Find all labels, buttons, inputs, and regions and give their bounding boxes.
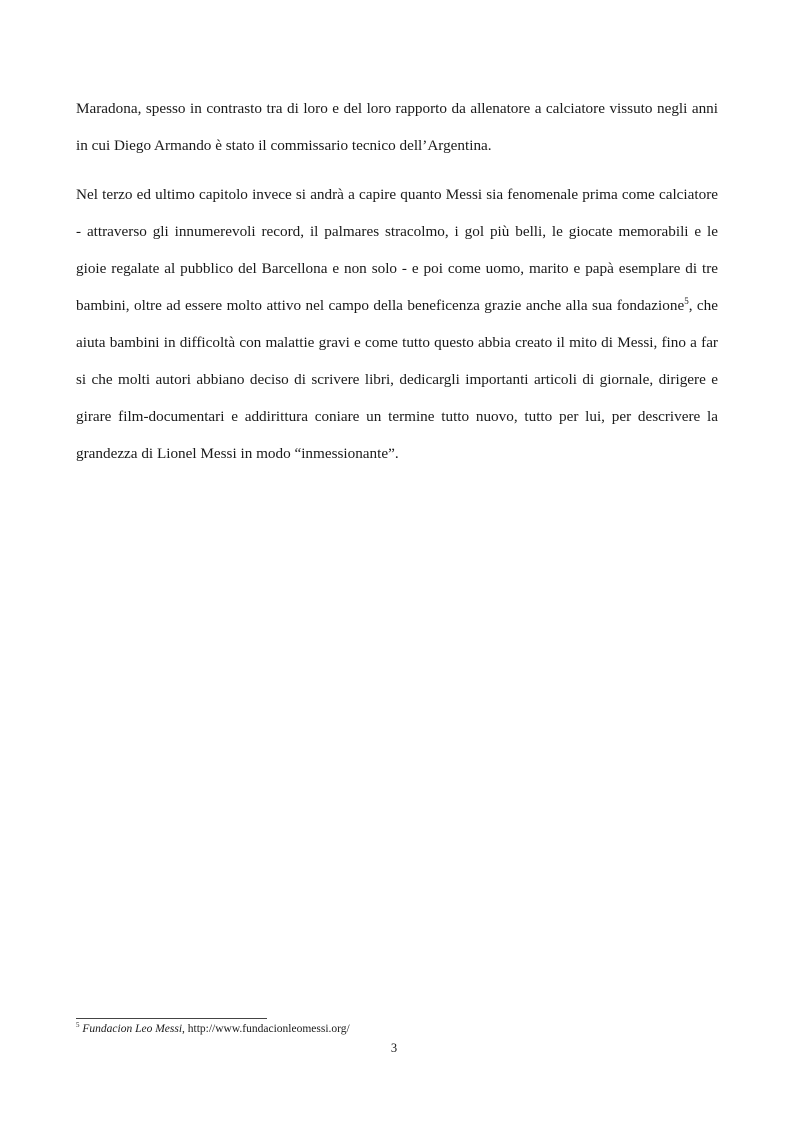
paragraph-1: Maradona, spesso in contrasto tra di loro e del loro rapporto da allenatore a calciatore vissuto negli anni in cui Diego Armando è stato il commissario tecnico dell’Argentina. — [76, 100, 718, 154]
footnote — [76, 1022, 718, 1036]
paragraph-2-text-end: , che aiuta bambini in difficoltà con malattie gravi e come tutto questo abbia creato il mito di Messi, fino a far si che molti autori abbiano deciso di scrivere libri, dedicargli importanti articoli di giornale, dirigere e girare film-documentari e addirittura coniare un termine tutto nuovo, tutto per lui, per descrivere la grandezza di Lionel Messi in modo “inmessionante”. — [76, 297, 718, 462]
footnote-separator — [76, 1018, 267, 1019]
paragraph-2 — [76, 176, 718, 472]
footnote-number: 5 — [76, 1021, 80, 1030]
page-number: 3 — [390, 1041, 398, 1055]
footnote-url[interactable]: , http://www.fundacionleomessi.org/ — [182, 1023, 350, 1035]
paragraph-2-text-start: Nel terzo ed ultimo capitolo invece si andrà a capire quanto Messi sia fenomenale prima come calciatore - attraverso gli innumerevoli record, il palmares stracolmo, i gol più belli, le giocate memorabili e le gioie regalate al pubblico del Barcellona e non solo - e poi come uomo, marito e papà esemplare di tre bambini, oltre ad essere molto attivo nel campo della beneficenza grazie anche alla sua fondazione — [76, 186, 718, 314]
body-text — [76, 90, 718, 472]
footnote-title: Fundacion Leo Messi — [82, 1023, 183, 1035]
footnote-reference[interactable]: 5 — [684, 295, 689, 306]
